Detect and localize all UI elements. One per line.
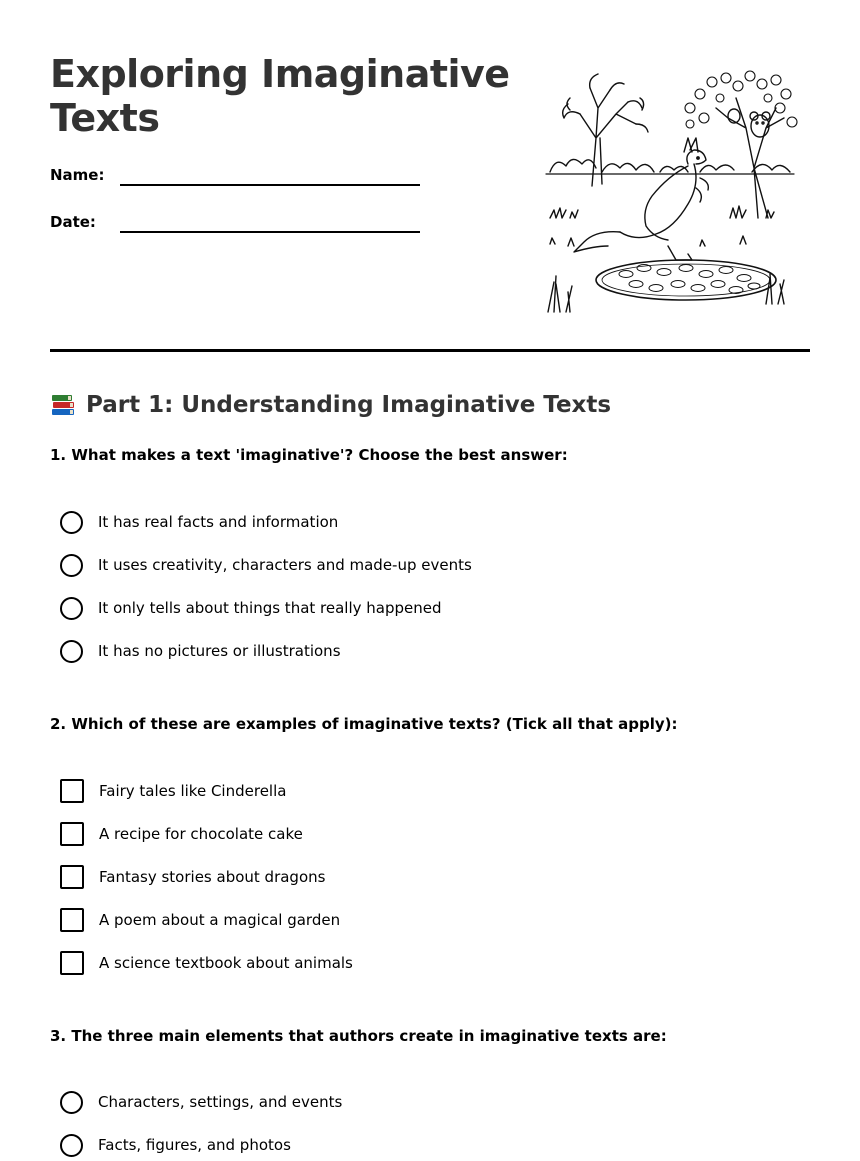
page-title: Exploring Imaginative Texts <box>50 52 510 140</box>
date-write-line[interactable] <box>120 231 420 233</box>
option-label: Characters, settings, and events <box>98 1093 343 1111</box>
option-label: Fairy tales like Cinderella <box>99 782 287 800</box>
q2-option-5[interactable] <box>60 950 353 976</box>
radio-button[interactable] <box>60 511 83 534</box>
section-title: Part 1: Understanding Imaginative Texts <box>86 392 612 418</box>
date-label: Date: <box>50 213 96 231</box>
option-label: It has no pictures or illustrations <box>98 642 341 660</box>
question-3-text: 3. The three main elements that authors create in imaginative texts are: <box>50 1027 667 1045</box>
radio-button[interactable] <box>60 554 83 577</box>
option-label: Facts, figures, and photos <box>98 1136 291 1154</box>
checkbox[interactable] <box>60 865 84 889</box>
q2-option-1[interactable] <box>60 778 286 804</box>
q1-option-1[interactable] <box>60 509 338 535</box>
book-stack-icon <box>50 392 76 418</box>
option-label: It has real facts and information <box>98 513 339 531</box>
q3-option-2[interactable] <box>60 1132 291 1158</box>
q1-option-2[interactable] <box>60 552 472 578</box>
question-2-text: 2. Which of these are examples of imaginative texts? (Tick all that apply): <box>50 715 678 733</box>
date-field <box>50 212 430 236</box>
q2-option-3[interactable] <box>60 864 325 890</box>
name-write-line[interactable] <box>120 184 420 186</box>
kangaroo-koala-illustration <box>540 68 802 316</box>
q1-option-4[interactable] <box>60 638 341 664</box>
option-label: A science textbook about animals <box>99 954 353 972</box>
radio-button[interactable] <box>60 1091 83 1114</box>
q2-option-2[interactable] <box>60 821 303 847</box>
q1-option-3[interactable] <box>60 595 442 621</box>
checkbox[interactable] <box>60 908 84 932</box>
question-1-text: 1. What makes a text 'imaginative'? Choose the best answer: <box>50 446 568 464</box>
name-field <box>50 165 430 189</box>
option-label: A poem about a magical garden <box>99 911 341 929</box>
checkbox[interactable] <box>60 951 84 975</box>
radio-button[interactable] <box>60 597 83 620</box>
radio-button[interactable] <box>60 1134 83 1157</box>
section-heading <box>50 388 611 422</box>
option-label: Fantasy stories about dragons <box>99 868 326 886</box>
name-label: Name: <box>50 166 105 184</box>
option-label: It uses creativity, characters and made-up events <box>98 556 472 574</box>
checkbox[interactable] <box>60 779 84 803</box>
section-divider <box>50 349 810 352</box>
option-label: A recipe for chocolate cake <box>99 825 303 843</box>
radio-button[interactable] <box>60 640 83 663</box>
checkbox[interactable] <box>60 822 84 846</box>
q2-option-4[interactable] <box>60 907 340 933</box>
option-label: It only tells about things that really happened <box>98 599 442 617</box>
q3-option-1[interactable] <box>60 1089 342 1115</box>
